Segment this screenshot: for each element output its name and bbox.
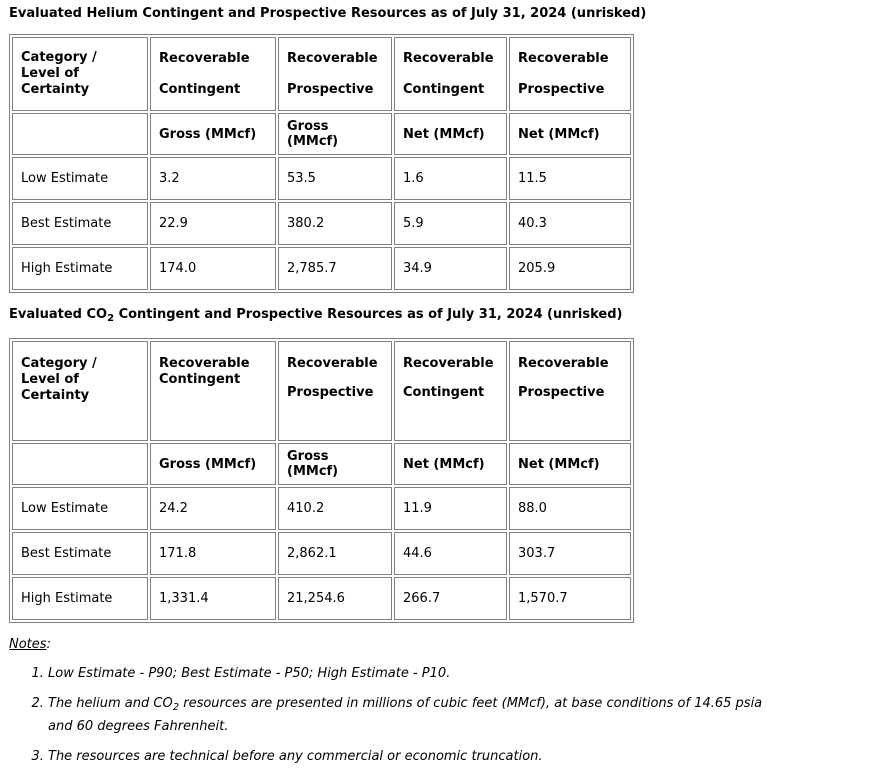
title-subscript: 2 bbox=[107, 313, 115, 324]
header-cell bbox=[150, 37, 276, 111]
value-cell: 5.9 bbox=[394, 202, 507, 245]
value-cell: 40.3 bbox=[509, 202, 631, 245]
row-label: Best Estimate bbox=[12, 202, 148, 245]
header-cell bbox=[150, 341, 276, 441]
row-label: Low Estimate bbox=[12, 157, 148, 200]
table-row bbox=[12, 487, 631, 530]
value-cell: 22.9 bbox=[150, 202, 276, 245]
header-label: Recoverable Contingent bbox=[159, 356, 250, 387]
value-cell: 1,331.4 bbox=[150, 577, 276, 620]
header-top-label: Recoverable bbox=[403, 356, 494, 371]
title-text: Evaluated CO bbox=[9, 307, 108, 322]
value-cell: 303.7 bbox=[509, 532, 631, 575]
title-text: Contingent and Prospective Resources as of July 31, 2024 (unrisked) bbox=[114, 307, 623, 322]
header-second-label: Contingent bbox=[403, 385, 485, 400]
header-second-label: Contingent bbox=[159, 82, 241, 97]
value-cell: 21,254.6 bbox=[278, 577, 392, 620]
header-second-label: Contingent bbox=[403, 82, 485, 97]
header-cell bbox=[278, 37, 392, 111]
header-cell bbox=[394, 341, 507, 441]
unit-cell: Net (MMcf) bbox=[394, 113, 507, 155]
value-cell: 11.9 bbox=[394, 487, 507, 530]
table-header-row bbox=[12, 37, 631, 111]
header-top-label: Recoverable bbox=[518, 51, 609, 66]
note-text: The helium and CO bbox=[48, 696, 173, 711]
header-top-label: Recoverable bbox=[287, 356, 378, 371]
value-cell: 410.2 bbox=[278, 487, 392, 530]
header-top-label: Recoverable bbox=[518, 356, 609, 371]
row-label: Low Estimate bbox=[12, 487, 148, 530]
header-second-label: Prospective bbox=[287, 385, 374, 400]
value-cell: 266.7 bbox=[394, 577, 507, 620]
note-item: 3. The resources are technical before any commercial or economic truncation. bbox=[48, 747, 768, 766]
header-category bbox=[12, 341, 148, 441]
header-second-label: Prospective bbox=[518, 385, 605, 400]
header-second-label: Prospective bbox=[518, 82, 605, 97]
header-category bbox=[12, 37, 148, 111]
header-second-label: Prospective bbox=[287, 82, 374, 97]
table-unit-row bbox=[12, 113, 631, 155]
header-top-label: Recoverable bbox=[159, 51, 250, 66]
co2-resources-table bbox=[9, 338, 634, 623]
value-cell: 88.0 bbox=[509, 487, 631, 530]
unit-cell: Gross (MMcf) bbox=[150, 113, 276, 155]
unit-cell: Net (MMcf) bbox=[509, 113, 631, 155]
table-row bbox=[12, 202, 631, 245]
value-cell: 380.2 bbox=[278, 202, 392, 245]
unit-cell: Gross (MMcf) bbox=[278, 113, 392, 155]
table-row bbox=[12, 247, 631, 290]
notes-heading-text: Notes bbox=[9, 637, 47, 652]
notes-heading bbox=[9, 637, 51, 652]
note-text: resources are presented in millions of cubic feet (MMcf), at base conditions of 14.65 psia and 60 degrees Fahrenheit. bbox=[48, 696, 763, 734]
table-header-row bbox=[12, 341, 631, 441]
co2-table-title bbox=[9, 307, 622, 324]
value-cell: 205.9 bbox=[509, 247, 631, 290]
row-label: High Estimate bbox=[12, 577, 148, 620]
header-cell bbox=[394, 37, 507, 111]
value-cell: 34.9 bbox=[394, 247, 507, 290]
header-cell bbox=[278, 341, 392, 441]
row-label: High Estimate bbox=[12, 247, 148, 290]
value-cell: 3.2 bbox=[150, 157, 276, 200]
table-unit-row bbox=[12, 443, 631, 485]
header-top-label: Recoverable bbox=[287, 51, 378, 66]
value-cell: 24.2 bbox=[150, 487, 276, 530]
notes-list bbox=[28, 664, 768, 777]
note-subscript: 2 bbox=[172, 702, 180, 713]
header-cell bbox=[509, 37, 631, 111]
empty-cell bbox=[12, 113, 148, 155]
table-row bbox=[12, 577, 631, 620]
table-row bbox=[12, 532, 631, 575]
table-row bbox=[12, 157, 631, 200]
value-cell: 1.6 bbox=[394, 157, 507, 200]
unit-cell: Net (MMcf) bbox=[509, 443, 631, 485]
note-item bbox=[48, 694, 768, 736]
value-cell: 1,570.7 bbox=[509, 577, 631, 620]
header-category-label: Category / Level of Certainty bbox=[21, 356, 97, 403]
value-cell: 2,785.7 bbox=[278, 247, 392, 290]
header-cell bbox=[509, 341, 631, 441]
header-category-label: Category / Level of Certainty bbox=[21, 50, 97, 97]
unit-cell: Net (MMcf) bbox=[394, 443, 507, 485]
unit-cell: Gross (MMcf) bbox=[278, 443, 392, 485]
note-item: 1. Low Estimate - P90; Best Estimate - P50; High Estimate - P10. bbox=[48, 664, 768, 683]
value-cell: 11.5 bbox=[509, 157, 631, 200]
empty-cell bbox=[12, 443, 148, 485]
row-label: Best Estimate bbox=[12, 532, 148, 575]
value-cell: 174.0 bbox=[150, 247, 276, 290]
helium-table-title: Evaluated Helium Contingent and Prospective Resources as of July 31, 2024 (unrisked) bbox=[9, 6, 647, 21]
value-cell: 44.6 bbox=[394, 532, 507, 575]
value-cell: 2,862.1 bbox=[278, 532, 392, 575]
header-top-label: Recoverable bbox=[403, 51, 494, 66]
unit-cell: Gross (MMcf) bbox=[150, 443, 276, 485]
value-cell: 171.8 bbox=[150, 532, 276, 575]
value-cell: 53.5 bbox=[278, 157, 392, 200]
helium-resources-table bbox=[9, 34, 634, 293]
notes-heading-colon: : bbox=[46, 637, 51, 652]
